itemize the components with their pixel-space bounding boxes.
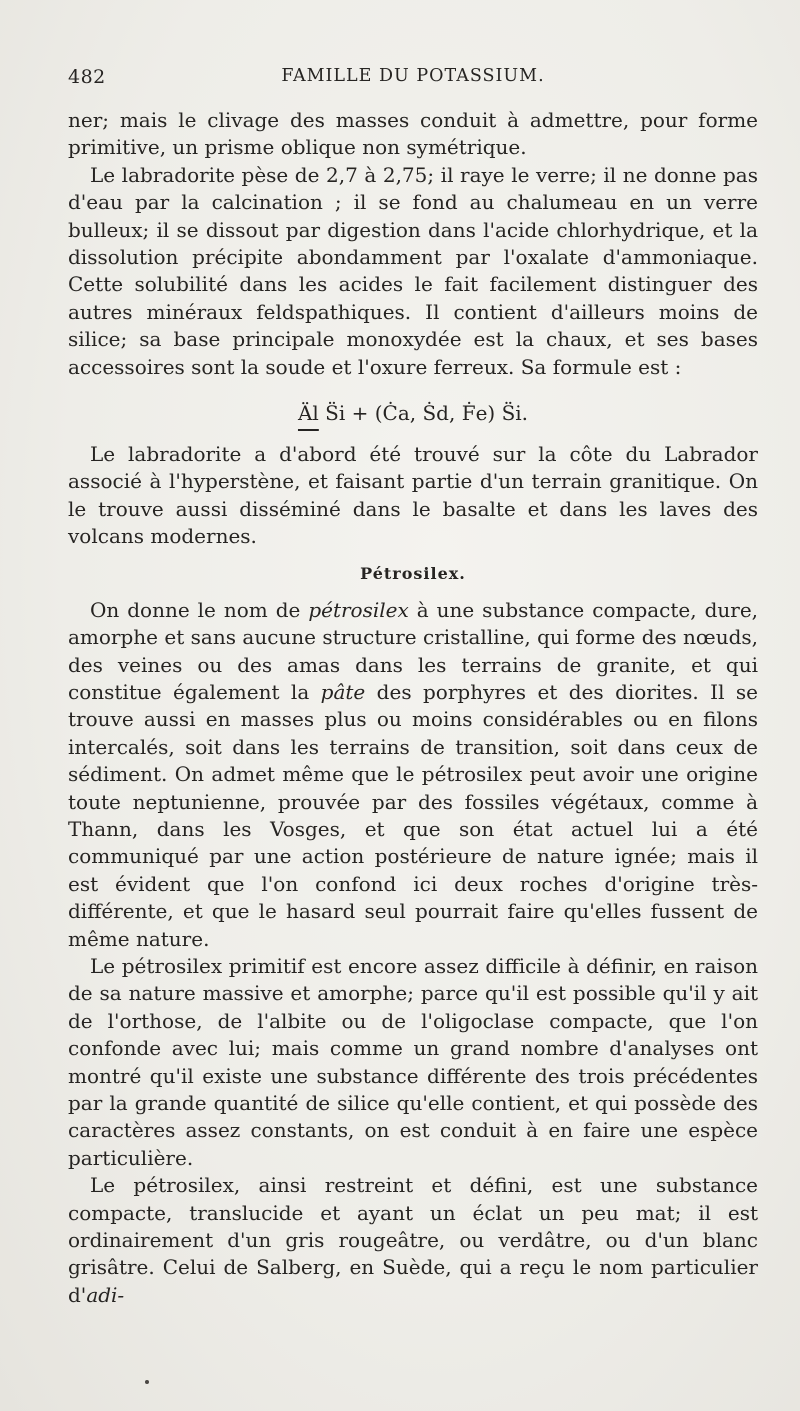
- paragraph-labradorite-occurrence: Le labradorite a d'abord été trouvé sur la côte du Labrador associé à l'hyperstène, et faisant partie d'un terrain granitique. On le trouve aussi disséminé dans le basalte et dans les laves des volcans modernes.: [68, 442, 758, 549]
- paragraph-petrosilex-definition: [68, 597, 758, 953]
- p4-part-c: des porphyres et des diorites. Il se trouve aussi en masses plus ou moins considérables ou en filons intercalés, soit dans les terrains de transition, soit dans ceux de sédiment. On admet même que le pétrosilex peut avoir une origine toute neptunienne, prouvée par des fossiles végétaux, comme à Thann, dans les Vosges, et que son état actuel lui a été communiqué par une action postérieure de nature ignée; mais il est évident que l'on confond ici deux roches d'origine très-différente, et que le hasard seul pourrait faire qu'elles fussent de même nature.: [68, 679, 758, 951]
- paragraph-labradorite-properties: Le labradorite pèse de 2,7 à 2,75; il raye le verre; il ne donne pas d'eau par la calcination ; il se fond au chalumeau en un verre bulleux; il se dissout par digestion dans l'acide chlorhydrique, et la dissolution précipite abondamment par l'oxalate d'ammoniaque. Cette solubilité dans les acides le fait facilement distinguer des autres minéraux feldspathiques. Il contient d'ailleurs moins de silice; sa base principale monoxydée est la chaux, et ses bases accessoires sont la soude et l'oxure ferreux. Sa formule est :: [68, 162, 758, 379]
- p4-part-a: On donne le nom de: [90, 597, 309, 622]
- formula-alumina: Äl: [297, 401, 319, 426]
- formula-rest: S̈i + (Ċa, Ṡd, Ḟe) S̈i.: [318, 401, 529, 426]
- p4-part-b: à une substance compacte, dure, amorphe et sans aucune structure cristalline, qui forme des nœuds, des veines ou des amas dans les terrains de granite, et qui constitue également la: [68, 597, 759, 704]
- ink-speck: [145, 1380, 149, 1384]
- body-text: [68, 107, 758, 1309]
- p4-term: pétrosilex: [308, 597, 409, 622]
- p6-part-a: Le pétrosilex, ainsi restreint et défini, est une substance compacte, translucide et ayant un éclat un peu mat; il est ordinairement d'un gris rougeâtre, ou verdâtre, ou d'un blanc grisâtre. Celui de Salberg, en Suède, qui a reçu le nom particulier d': [68, 1173, 758, 1307]
- paragraph-continuation: ner; mais le clivage des masses conduit à admettre, pour forme primitive, un prisme oblique non symétrique.: [68, 108, 758, 160]
- p4-term-pate: pâte: [320, 679, 366, 704]
- section-title: Pétrosilex.: [360, 563, 466, 583]
- chemical-formula: [68, 399, 758, 427]
- page-number: 482: [68, 66, 106, 88]
- running-title: FAMILLE DU POTASSIUM.: [281, 66, 545, 86]
- p6-term: adi-: [86, 1282, 125, 1307]
- paragraph-petrosilex-description: [68, 1172, 758, 1309]
- paragraph-petrosilex-primitive: Le pétrosilex primitif est encore assez difficile à définir, en raison de sa nature massive et amorphe; parce qu'il est possible qu'il y ait de l'orthose, de l'albite ou de l'oligoclase compacte, que l'on confonde avec lui; mais comme un grand nombre d'analyses ont montré qu'il existe une substance différente des trois précédentes par la grande quantité de silice qu'elle contient, et qui possède des caractères assez constants, on est conduit à en faire une espèce particulière.: [68, 953, 758, 1170]
- running-head: [68, 66, 758, 94]
